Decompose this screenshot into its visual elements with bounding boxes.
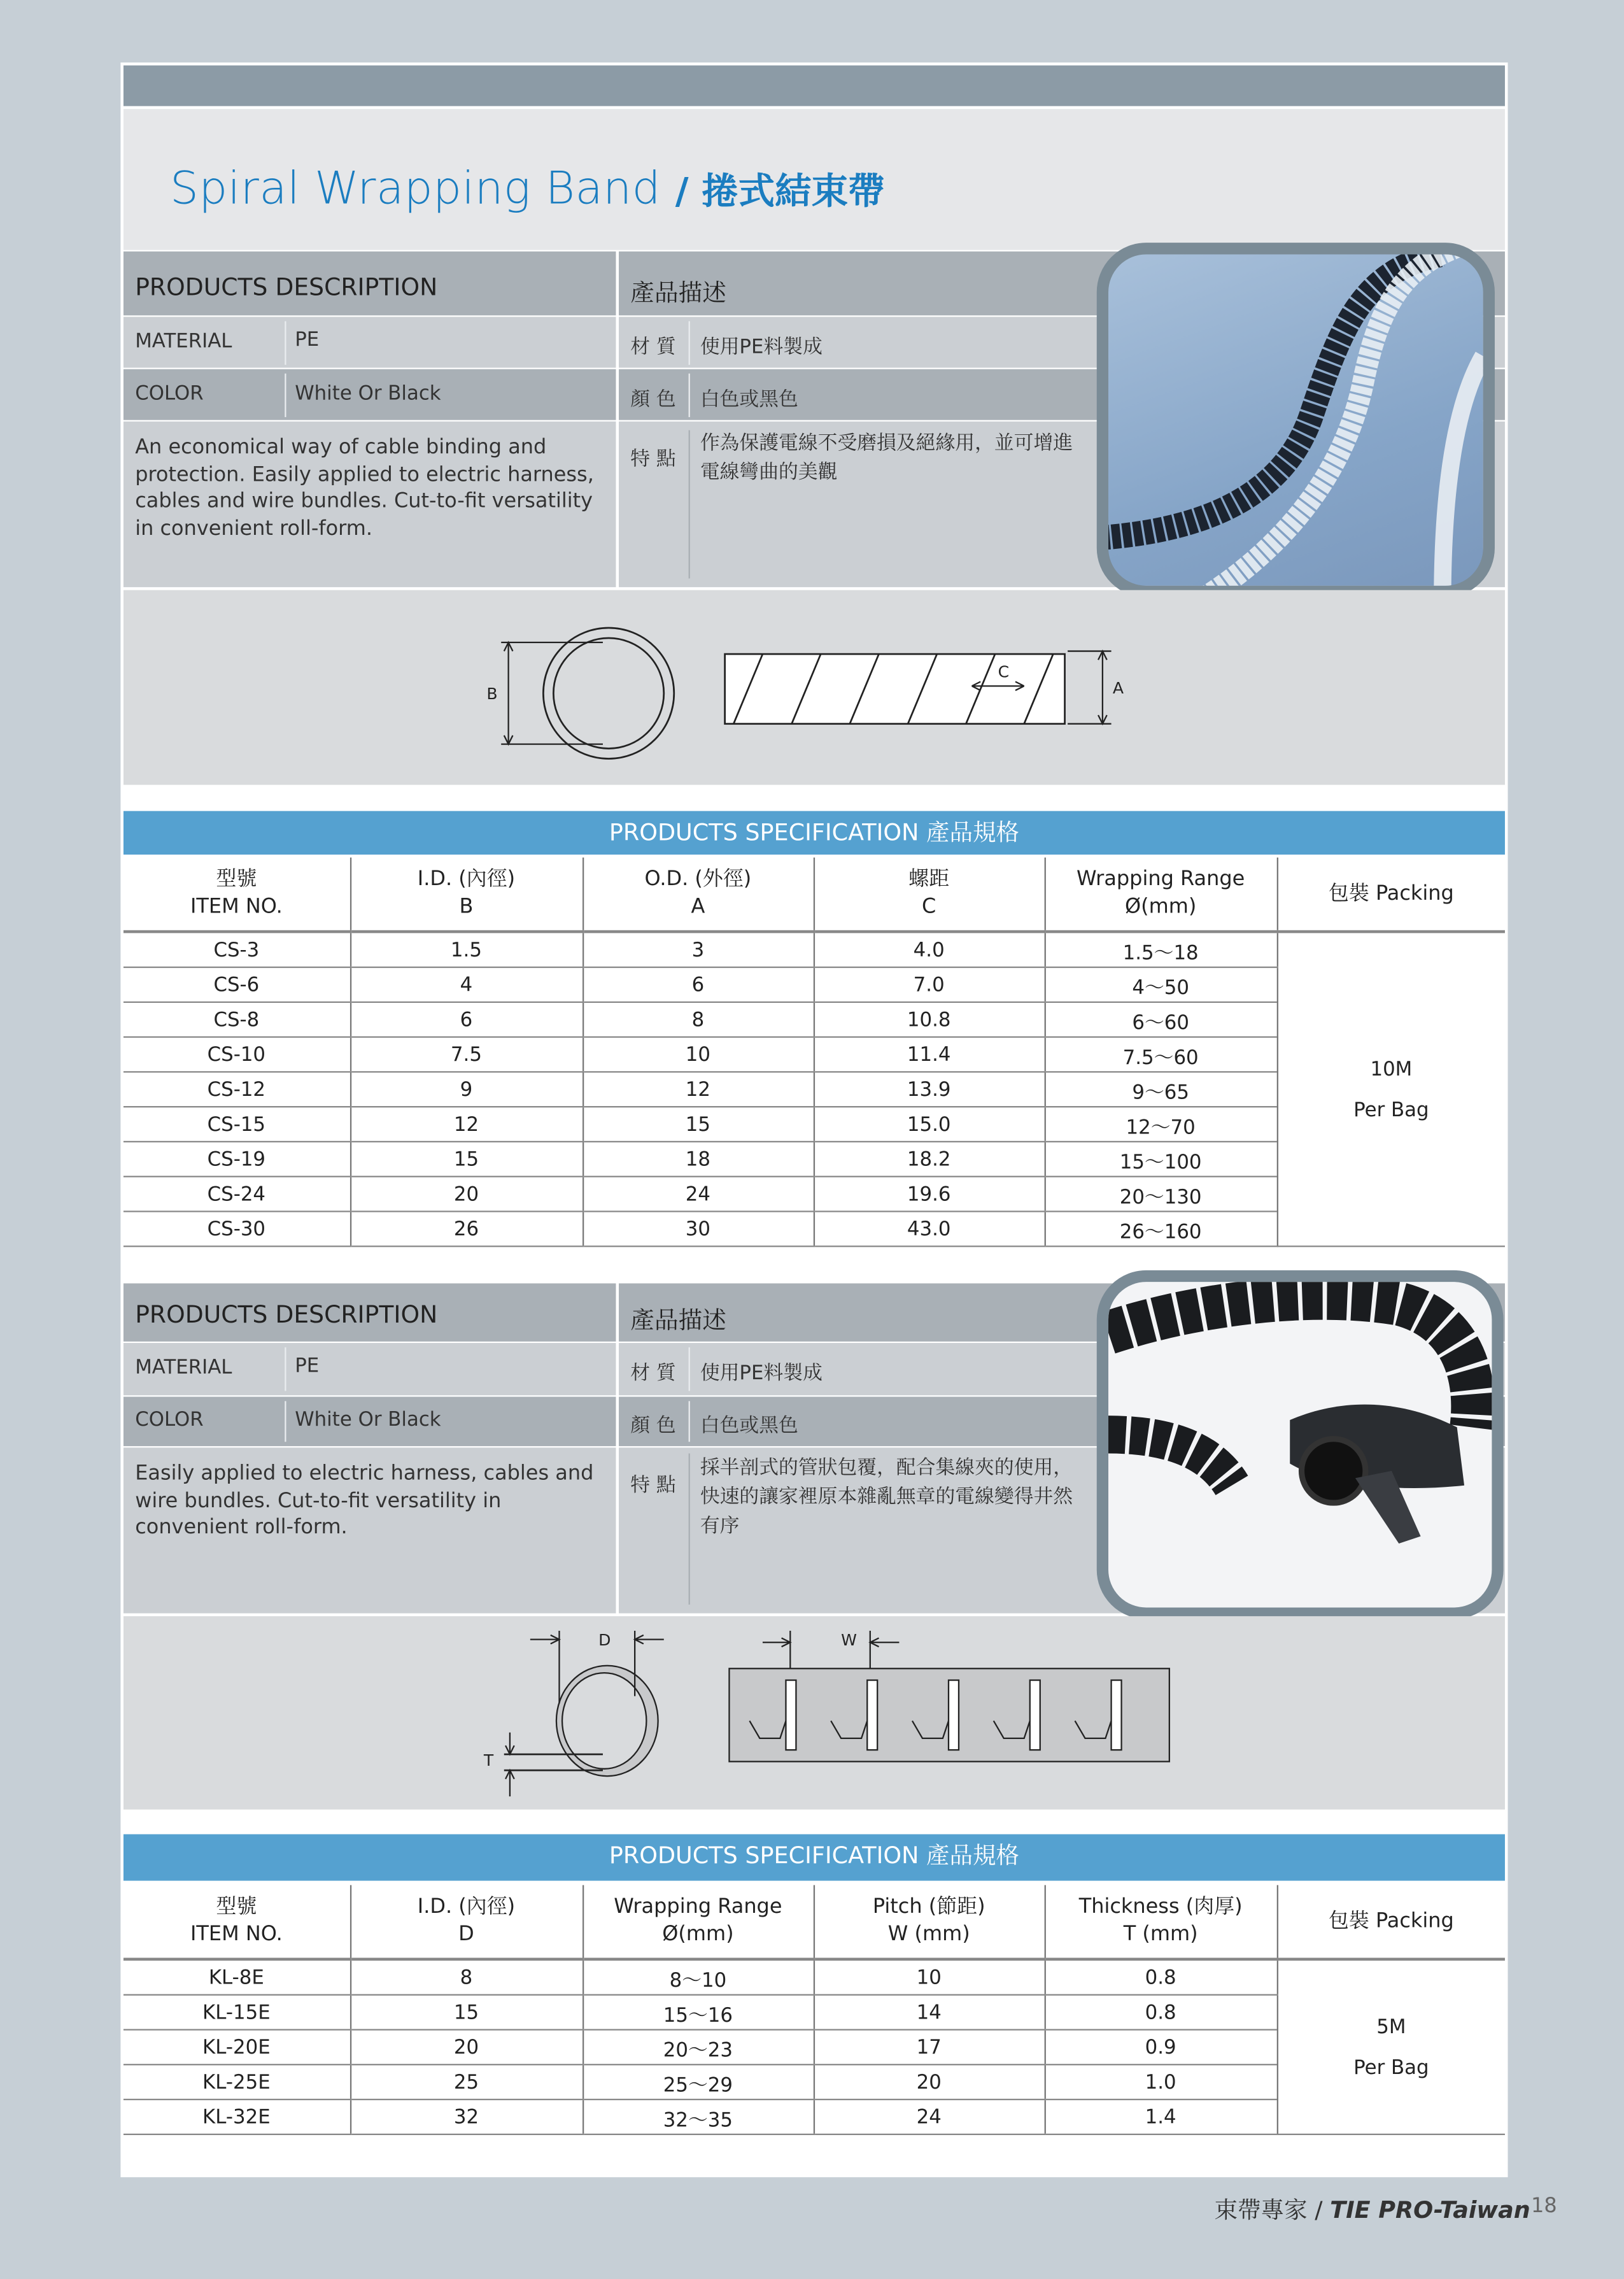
table-cell: 20 — [350, 1177, 583, 1212]
table-cell: CS-12 — [124, 1072, 350, 1107]
spiral-band-image — [1108, 254, 1483, 585]
footer-brand-zh: 束帶專家 / — [1214, 2196, 1323, 2224]
table-cell: 25～29 — [583, 2064, 814, 2099]
column-header-line: Wrapping Range — [1077, 867, 1245, 891]
material-label-zh: 材 質 — [630, 1361, 676, 1386]
table-cell: 1.5 — [350, 932, 583, 967]
table-cell: 18.2 — [814, 1142, 1045, 1177]
table-cell: 12 — [583, 1072, 814, 1107]
column-header-line: ITEM NO. — [190, 895, 283, 919]
footer-brand-en: TIE PRO-Taiwan — [1330, 2196, 1530, 2224]
table-cell: 7.5 — [350, 1037, 583, 1072]
feature-label-zh: 特 點 — [630, 448, 676, 471]
column-header-line: 型號 — [216, 867, 257, 891]
table-row — [124, 1959, 1505, 1995]
desc-header-en: PRODUCTS DESCRIPTION — [135, 273, 438, 301]
table-cell: 11.4 — [814, 1037, 1045, 1072]
column-header-line: T (mm) — [1123, 1922, 1198, 1947]
diagram-label-t: T — [483, 1751, 494, 1770]
table-cell: CS-6 — [124, 967, 350, 1002]
column-header-line: O.D. (外徑) — [644, 867, 752, 891]
spec-title-2: PRODUCTS SPECIFICATION 產品規格 — [609, 1841, 1020, 1870]
color-value-zh: 白色或黑色 — [700, 1414, 798, 1438]
table-cell: 0.8 — [1045, 1995, 1277, 2030]
table-cell: 15 — [583, 1107, 814, 1142]
table-cell: 1.0 — [1045, 2064, 1277, 2099]
column-header — [1045, 858, 1277, 932]
table-cell: 12 — [350, 1107, 583, 1142]
title-en: Spiral Wrapping Band — [169, 162, 661, 215]
material-value-zh: 使用PE料製成 — [700, 336, 823, 359]
table-cell: 20～130 — [1045, 1177, 1277, 1212]
table-cell: 15 — [350, 1995, 583, 2030]
table-cell: 20 — [814, 2064, 1045, 2099]
table-cell: 0.8 — [1045, 1959, 1277, 1995]
column-header — [1045, 1885, 1277, 1959]
table-cell: 8 — [583, 1002, 814, 1037]
packing-quantity: 5M — [1376, 2015, 1406, 2039]
table-cell: CS-15 — [124, 1107, 350, 1142]
column-header-line: 包裝 Packing — [1328, 881, 1454, 905]
table-cell: 6～60 — [1045, 1002, 1277, 1037]
table-cell: 32～35 — [583, 2099, 814, 2134]
column-header — [350, 858, 583, 932]
table-cell: KL-20E — [124, 2030, 350, 2065]
table-cell: 7.5～60 — [1045, 1037, 1277, 1072]
spiral-wrap-diagram — [124, 1616, 1505, 1810]
table-cell: 20 — [350, 2030, 583, 2065]
column-header-line: B — [459, 895, 474, 919]
table-cell: 14 — [814, 1995, 1045, 2030]
material-value: PE — [295, 1354, 320, 1378]
table-cell: 1.5～18 — [1045, 932, 1277, 967]
table-cell: 10 — [583, 1037, 814, 1072]
table-cell: 8 — [350, 1959, 583, 1995]
desc-header-zh: 產品描述 — [630, 1306, 726, 1335]
table-cell: 10 — [814, 1959, 1045, 1995]
color-label: COLOR — [135, 382, 204, 406]
column-header-line: Ø(mm) — [1125, 895, 1197, 919]
column-header-line: W (mm) — [887, 1922, 970, 1947]
desc-header-zh: 產品描述 — [630, 279, 726, 307]
column-header-line: I.D. (內徑) — [417, 1895, 516, 1919]
table-cell: KL-32E — [124, 2099, 350, 2134]
table-cell: 6 — [583, 967, 814, 1002]
packing-unit: Per Bag — [1353, 1098, 1429, 1121]
table-header-row — [124, 858, 1505, 932]
color-label-zh: 顏 色 — [630, 388, 676, 411]
column-header — [583, 858, 814, 932]
column-header — [350, 1885, 583, 1959]
feature-text-zh: 採半剖式的管狀包覆，配合集線夾的使用，快速的讓家裡原本雜亂無章的電線變得井然有序 — [700, 1456, 1073, 1538]
material-label: MATERIAL — [135, 1356, 232, 1380]
table-cell: 26 — [350, 1211, 583, 1246]
color-label: COLOR — [135, 1408, 204, 1432]
column-header — [814, 1885, 1045, 1959]
column-header — [124, 858, 350, 932]
spiral-wrap-photo — [1097, 1270, 1504, 1619]
table-cell: 17 — [814, 2030, 1045, 2065]
table-cell: 15.0 — [814, 1107, 1045, 1142]
table-cell: 13.9 — [814, 1072, 1045, 1107]
table-cell: CS-24 — [124, 1177, 350, 1212]
table-cell: 1.4 — [1045, 2099, 1277, 2134]
column-header — [124, 1885, 350, 1959]
table-cell: 19.6 — [814, 1177, 1045, 1212]
color-label-zh: 顏 色 — [630, 1414, 676, 1438]
table-cell: 12～70 — [1045, 1107, 1277, 1142]
column-header-line: Wrapping Range — [614, 1895, 782, 1919]
diagram-label-a: A — [1112, 678, 1124, 697]
table-cell: 4～50 — [1045, 967, 1277, 1002]
table-cell: 0.9 — [1045, 2030, 1277, 2065]
packing-quantity: 10M — [1370, 1057, 1413, 1081]
column-header-line: A — [691, 895, 705, 919]
diagram-label-w: W — [841, 1630, 857, 1649]
column-header-line: 包裝 Packing — [1328, 1909, 1454, 1933]
table-cell: 18 — [583, 1142, 814, 1177]
page-title — [170, 163, 885, 215]
material-value: PE — [295, 328, 320, 352]
column-header-line: Thickness (肉厚) — [1078, 1895, 1243, 1919]
table-cell: 9～65 — [1045, 1072, 1277, 1107]
spiral-wrap-image — [1108, 1282, 1492, 1607]
color-value-zh: 白色或黑色 — [700, 388, 798, 411]
table-cell: CS-3 — [124, 932, 350, 967]
feature-text-zh: 作為保護電線不受磨損及絕緣用，並可增進電線彎曲的美觀 — [700, 431, 1073, 485]
table-cell: KL-25E — [124, 2064, 350, 2099]
table-cell: 15～16 — [583, 1995, 814, 2030]
table-cell: 4.0 — [814, 932, 1045, 967]
table-cell: 4 — [350, 967, 583, 1002]
table-cell: 24 — [814, 2099, 1045, 2134]
column-header-line: C — [922, 895, 936, 919]
column-header — [814, 858, 1045, 932]
diagram-label-c: C — [998, 662, 1010, 681]
column-header-line: Ø(mm) — [662, 1922, 734, 1947]
packing-unit: Per Bag — [1353, 2055, 1429, 2080]
table-cell: 32 — [350, 2099, 583, 2134]
title-zh: / 捲式結束帶 — [675, 170, 885, 213]
table-cell: CS-10 — [124, 1037, 350, 1072]
footer-brand — [1215, 2192, 1530, 2225]
column-header-line: Pitch (節距) — [872, 1895, 985, 1919]
table-cell: 24 — [583, 1177, 814, 1212]
material-label-zh: 材 質 — [630, 336, 676, 359]
packing-cell — [1277, 932, 1505, 1246]
spec-title-bar-2 — [124, 1835, 1505, 1881]
table-cell: 30 — [583, 1211, 814, 1246]
color-value: White Or Black — [295, 1408, 441, 1432]
column-header-line: D — [458, 1922, 474, 1947]
table-row — [124, 932, 1505, 967]
table-cell: CS-8 — [124, 1002, 350, 1037]
description-text: Easily applied to electric harness, cables and wire bundles. Cut-to-fit versatility in convenient roll-form. — [135, 1462, 594, 1540]
table-cell: 25 — [350, 2064, 583, 2099]
table-cell: 7.0 — [814, 967, 1045, 1002]
table-cell: 3 — [583, 932, 814, 967]
diagram-area-1 — [124, 590, 1505, 785]
column-header — [1277, 858, 1505, 932]
diagram-label-d: D — [598, 1630, 611, 1649]
diagram-area-2 — [124, 1616, 1505, 1810]
table-header-row — [124, 1885, 1505, 1959]
feature-label-zh: 特 點 — [630, 1473, 676, 1497]
description-text: An economical way of cable binding and protection. Easily applied to electric harness, cables and wire bundles. Cut-to-fit versatility in convenient roll-form. — [135, 436, 594, 540]
spec-table-1 — [124, 858, 1505, 1247]
table-cell: CS-30 — [124, 1211, 350, 1246]
page-number: 18 — [1531, 2194, 1557, 2219]
color-value: White Or Black — [295, 382, 441, 406]
table-cell: 10.8 — [814, 1002, 1045, 1037]
spec-title-1: PRODUCTS SPECIFICATION 產品規格 — [609, 818, 1020, 846]
table-cell: 20～23 — [583, 2030, 814, 2065]
table-cell: 26～160 — [1045, 1211, 1277, 1246]
diagram-label-b: B — [486, 684, 498, 703]
material-label: MATERIAL — [135, 330, 232, 353]
table-cell: CS-19 — [124, 1142, 350, 1177]
column-header-line: ITEM NO. — [190, 1922, 283, 1947]
desc-header-en: PRODUCTS DESCRIPTION — [135, 1300, 438, 1329]
table-cell: 8～10 — [583, 1959, 814, 1995]
table-cell: 6 — [350, 1002, 583, 1037]
top-bar — [124, 66, 1505, 106]
table-cell: 15 — [350, 1142, 583, 1177]
spec-table-2 — [124, 1885, 1505, 2135]
spec-title-bar-1 — [124, 811, 1505, 855]
table-cell: 9 — [350, 1072, 583, 1107]
table-cell: KL-15E — [124, 1995, 350, 2030]
column-header-line: 型號 — [216, 1895, 257, 1919]
column-header-line: I.D. (內徑) — [417, 867, 516, 891]
material-value-zh: 使用PE料製成 — [700, 1361, 823, 1386]
column-header — [1277, 1885, 1505, 1959]
table-cell: 15～100 — [1045, 1142, 1277, 1177]
column-header — [583, 1885, 814, 1959]
packing-cell — [1277, 1959, 1505, 2134]
spiral-band-photo — [1097, 243, 1495, 597]
table-cell: KL-8E — [124, 1959, 350, 1995]
spiral-band-diagram — [124, 590, 1505, 785]
column-header-line: 螺距 — [908, 867, 950, 891]
table-cell: 43.0 — [814, 1211, 1045, 1246]
